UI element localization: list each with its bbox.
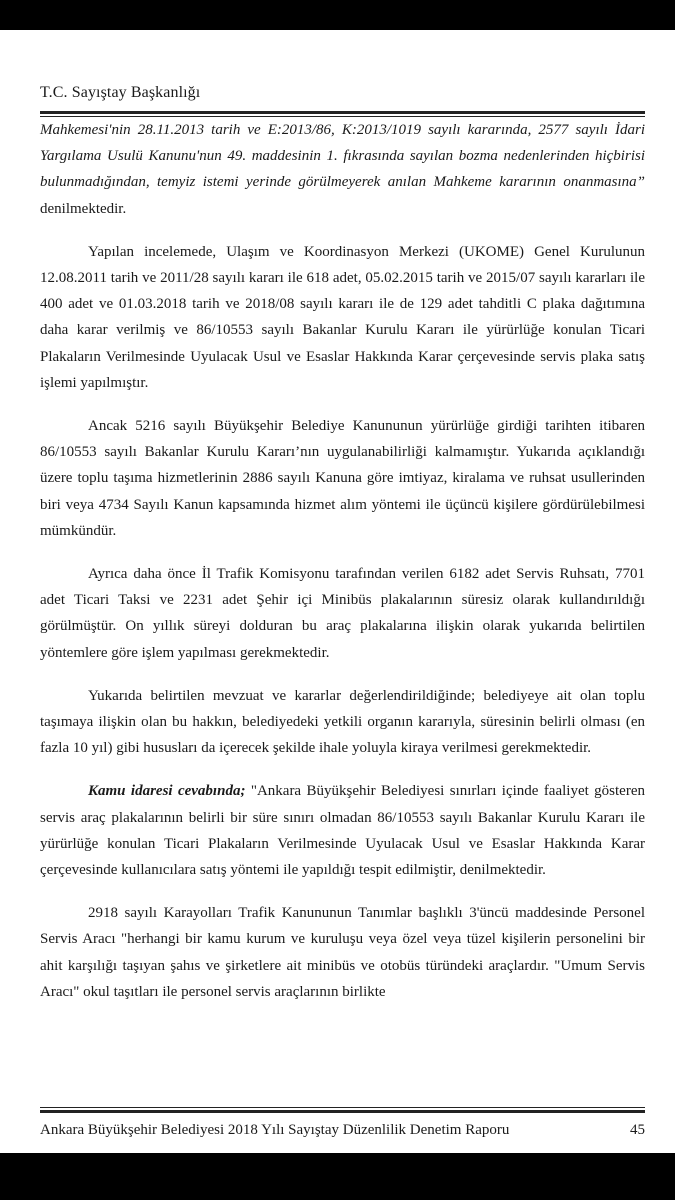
paragraph-2: Yapılan incelemede, Ulaşım ve Koordinasyon Merkezi (UKOME) Genel Kurulunun 12.08.2011 tarih ve 2011/28 sayılı kararı ile 618 adet, 05.02.2015 tarih ve 2015/07 sayılı kararları ile 400 adet ve 01.03.2018 tarih ve 2018/08 sayılı kararı ile de 129 adet tahditli C plaka dağıtımına daha karar verilmiş ve 86/10553 sayılı Bakanlar Kurulu Kararı ile yürürlüğe konulan Ticari Plakaların Verilmesinde Uyulacak Usul ve Esaslar Hakkında Karar çerçevesinde servis plaka satış işlemi yapılmıştır. bbox=[40, 243, 645, 391]
bottom-black-bar bbox=[0, 1153, 675, 1200]
document-body bbox=[40, 117, 645, 1022]
paragraph-3: Ancak 5216 sayılı Büyükşehir Belediye Kanununun yürürlüğe girdiği tarihten itibaren 86/10553 sayılı Bakanlar Kurulu Kararı’nın uygulanabilirliği kalmamıştır. Yukarıda açıklandığı üzere toplu taşıma hizmetlerinin 2886 sayılı Kanuna göre imtiyaz, kiralama ve ruhsat usullerinden biri veya 4734 Sayılı Kanun kapsamında hizmet alım yöntemi ile üçüncü kişilere gördürülebilmesi mümkündür. bbox=[40, 418, 645, 539]
footer-rule-thin bbox=[40, 1107, 645, 1108]
paragraph-6 bbox=[40, 778, 645, 883]
page-number: 45 bbox=[630, 1122, 645, 1138]
top-black-bar bbox=[0, 0, 675, 30]
footer-rule-thick bbox=[40, 1110, 645, 1113]
header-rule-thick bbox=[40, 111, 645, 114]
paragraph-5: Yukarıda belirtilen mevzuat ve kararlar değerlendirildiğinde; belediyeye ait olan toplu taşımaya ilişkin olan bu hakkın, belediyedeki yetkili organın kararıyla, süresinin belirli olması (en fazla 10 yıl) gibi hususları da içerecek şekilde ihale yoluyla kiraya verilmesi gerekmektedir. bbox=[40, 687, 645, 757]
court-decision-quote: Mahkemesi'nin 28.11.2013 tarih ve E:2013/86, K:2013/1019 sayılı kararında, 2577 sayılı İdari Yargılama Usulü Kanunu'nun 49. maddesinin 1. fıkrasında sayılan bozma nedenlerinden hiçbirisi bulunmadığından, temyiz istemi yerinde görülmeyerek anılan Mahkeme kararının onanmasına” bbox=[40, 122, 645, 191]
paragraph-7: 2918 sayılı Karayolları Trafik Kanununun Tanımlar başlıklı 3'üncü maddesinde Personel Servis Aracı "herhangi bir kamu kurum ve kuruluşu veya özel veya tüzel kişilerin personelini bir ahit karşılığı taşıyan şahıs ve şirketlere ait minibüs ve otobüs türündeki araçlardır. "Umum Servis Aracı" okul taşıtları ile personel servis araçlarının birlikte bbox=[40, 905, 645, 1000]
page-header: T.C. Sayıştay Başkanlığı bbox=[40, 84, 201, 101]
agency-response-label: Kamu idaresi cevabında; bbox=[88, 783, 246, 800]
page-footer bbox=[40, 1122, 645, 1139]
paragraph-4: Ayrıca daha önce İl Trafik Komisyonu tarafından verilen 6182 adet Servis Ruhsatı, 7701 adet Ticari Taksi ve 2231 adet Şehir içi Minibüs plakalarının süresiz olarak kullandırıldığı görülmüştür. On yıllık süreyi dolduran bu araç plakalarına ilişkin olarak yukarıda belirtilen yöntemlere göre işlem yapılması gerekmektedir. bbox=[40, 566, 645, 661]
footer-report-title: Ankara Büyükşehir Belediyesi 2018 Yılı Sayıştay Düzenlilik Denetim Raporu bbox=[40, 1122, 510, 1138]
paragraph-1 bbox=[40, 117, 645, 222]
paragraph-1-tail: denilmektedir. bbox=[40, 200, 127, 217]
agency-response-text: "Ankara Büyükşehir Belediyesi sınırları içinde faaliyet gösteren servis araç plakalarının belirli bir süre sınırı olmadan 86/10553 sayılı Bakanlar Kurulu Kararı ile yürürlüğe konulan Ticari Plakaların Verilmesinde Uyulacak Usul ve Esaslar Hakkında Karar çerçevesinde kullanıcılara satış yöntemi ile yapıldığı tespit edilmiştir, denilmektedir. bbox=[40, 783, 645, 879]
